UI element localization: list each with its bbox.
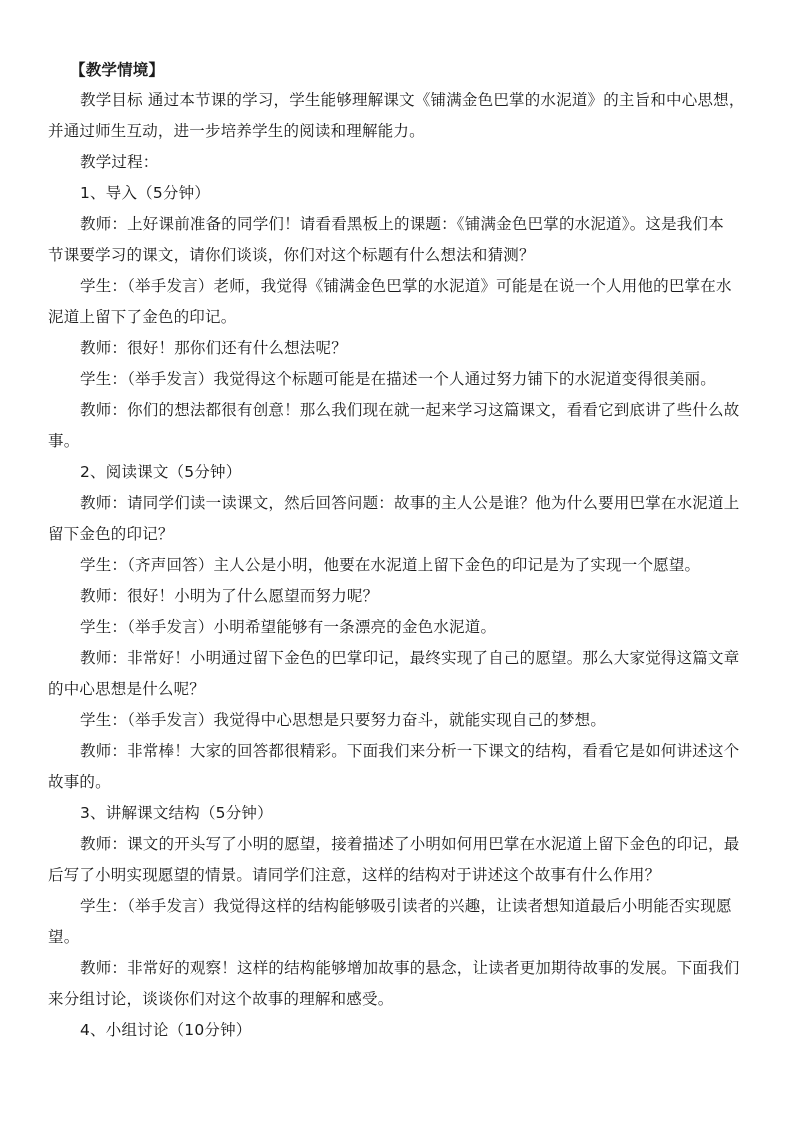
paragraph-line: 教师：非常好！小明通过留下金色的巴掌印记，最终实现了自己的愿望。那么大家觉得这篇文章 bbox=[80, 649, 740, 667]
paragraph-line: 学生：（举手发言）我觉得这样的结构能够吸引读者的兴趣，让读者想知道最后小明能否实现愿 bbox=[80, 897, 732, 915]
paragraph-line: 教师：很好！小明为了什么愿望而努力呢？ bbox=[80, 587, 379, 605]
paragraph-line: 教师：课文的开头写了小明的愿望，接着描述了小明如何用巴掌在水泥道上留下金色的印记，最 bbox=[80, 835, 740, 853]
paragraph-line: 教师：很好！那你们还有什么想法呢？ bbox=[80, 339, 347, 357]
paragraph-line: 教师：请同学们读一读课文，然后回答问题：故事的主人公是谁？他为什么要用巴掌在水泥道上 bbox=[80, 494, 740, 512]
paragraph-line: 望。 bbox=[48, 928, 80, 946]
paragraph-line: 故事的。 bbox=[48, 773, 111, 791]
paragraph-line: 学生：（举手发言）老师，我觉得《铺满金色巴掌的水泥道》可能是在说一个人用他的巴掌在水 bbox=[80, 277, 732, 295]
paragraph-line: 事。 bbox=[48, 432, 80, 450]
section-subheading: 3、讲解课文结构（5分钟） bbox=[80, 804, 273, 822]
paragraph-line: 教师：你们的想法都很有创意！那么我们现在就一起来学习这篇课文，看看它到底讲了些什么故 bbox=[80, 401, 740, 419]
paragraph-line: 的中心思想是什么呢？ bbox=[48, 680, 206, 698]
paragraph-line: 并通过师生互动，进一步培养学生的阅读和理解能力。 bbox=[48, 122, 425, 140]
section-subheading: 2、阅读课文（5分钟） bbox=[80, 463, 242, 481]
section-heading: 【教学情境】 bbox=[70, 61, 165, 79]
paragraph-line: 学生：（举手发言）我觉得中心思想是只要努力奋斗，就能实现自己的梦想。 bbox=[80, 711, 607, 729]
paragraph-line: 留下金色的印记？ bbox=[48, 525, 174, 543]
paragraph-line: 学生：（举手发言）我觉得这个标题可能是在描述一个人通过努力铺下的水泥道变得很美丽。 bbox=[80, 370, 716, 388]
paragraph-line: 学生：（齐声回答）主人公是小明，他要在水泥道上留下金色的印记是为了实现一个愿望。 bbox=[80, 556, 701, 574]
paragraph-line: 后写了小明实现愿望的情景。请同学们注意，这样的结构对于讲述这个故事有什么作用？ bbox=[48, 866, 661, 884]
paragraph-line: 教师：非常棒！大家的回答都很精彩。下面我们来分析一下课文的结构，看看它是如何讲述这个 bbox=[80, 742, 740, 760]
paragraph-line: 教师：上好课前准备的同学们！请看看黑板上的课题：《铺满金色巴掌的水泥道》。这是我们本 bbox=[80, 215, 724, 233]
paragraph-line: 来分组讨论，谈谈你们对这个故事的理解和感受。 bbox=[48, 990, 394, 1008]
section-subheading: 4、小组讨论（10分钟） bbox=[80, 1021, 252, 1039]
paragraph-line: 泥道上留下了金色的印记。 bbox=[48, 308, 237, 326]
section-subheading: 1、导入（5分钟） bbox=[80, 184, 211, 202]
paragraph-line: 教学目标 通过本节课的学习，学生能够理解课文《铺满金色巴掌的水泥道》的主旨和中心思想， bbox=[80, 91, 745, 109]
paragraph-line: 节课要学习的课文，请你们谈谈，你们对这个标题有什么想法和猜测？ bbox=[48, 246, 535, 264]
paragraph-line: 教学过程： bbox=[80, 153, 159, 171]
paragraph-line: 学生：（举手发言）小明希望能够有一条漂亮的金色水泥道。 bbox=[80, 618, 497, 636]
paragraph-line: 教师：非常好的观察！这样的结构能够增加故事的悬念，让读者更加期待故事的发展。下面我们 bbox=[80, 959, 740, 977]
